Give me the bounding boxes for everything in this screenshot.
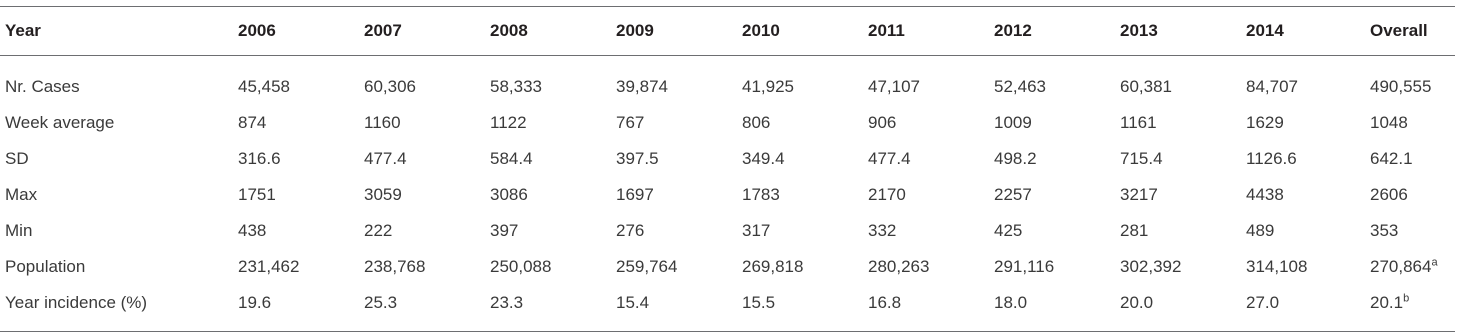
table-cell (611, 285, 737, 332)
cell-value: 281 (1120, 221, 1149, 240)
cell-value: 353 (1370, 221, 1399, 240)
table-cell (1365, 177, 1455, 213)
cell-value: 1697 (616, 185, 654, 204)
cell-value: 23.3 (490, 293, 524, 312)
table-cell (1241, 285, 1365, 332)
cell-value: 1160 (364, 113, 401, 132)
table-cell (1115, 56, 1241, 106)
cell-value: 489 (1246, 221, 1275, 240)
table-cell (737, 213, 863, 249)
table-row (0, 105, 1455, 141)
table-body (0, 56, 1455, 332)
table-cell (233, 177, 359, 213)
cell-value: 498.2 (994, 149, 1037, 168)
cell-value: 302,392 (1120, 257, 1182, 276)
table-cell (611, 249, 737, 285)
table-cell (611, 213, 737, 249)
table-cell (485, 285, 611, 332)
header-year: Year (5, 21, 41, 40)
table-cell (359, 177, 485, 213)
table-cell (863, 56, 989, 106)
cell-value: 20.0 (1120, 293, 1154, 312)
cell-value: 3059 (364, 185, 402, 204)
table-cell (359, 56, 485, 106)
cell-value: 317 (742, 221, 771, 240)
cell-value: 84,707 (1246, 77, 1298, 96)
table-cell (611, 105, 737, 141)
header-2012: 2012 (994, 21, 1032, 40)
cell-value: 39,874 (616, 77, 668, 96)
table-cell (737, 56, 863, 106)
cell-value: 52,463 (994, 77, 1046, 96)
cell-value: 276 (616, 221, 645, 240)
table-cell (611, 141, 737, 177)
table-cell (1365, 285, 1455, 332)
cell-value: 270,864 (1370, 257, 1432, 276)
cell-value: 45,458 (238, 77, 290, 96)
header-overall: Overall (1370, 21, 1428, 40)
cell-value: 314,108 (1246, 257, 1308, 276)
cell-value: 4438 (1246, 185, 1284, 204)
table-cell (989, 213, 1115, 249)
cell-value: 2170 (868, 185, 906, 204)
table-cell (737, 249, 863, 285)
table-cell (989, 141, 1115, 177)
header-2010: 2010 (742, 21, 780, 40)
cell-value: 250,088 (490, 257, 552, 276)
table-cell (359, 249, 485, 285)
cell-value: 906 (868, 113, 897, 132)
cell-value: 332 (868, 221, 897, 240)
row-label: Min (5, 221, 33, 240)
table-cell (863, 285, 989, 332)
table-cell (485, 249, 611, 285)
table-cell (863, 249, 989, 285)
cell-value: 1126.6 (1246, 149, 1297, 168)
table-cell (233, 285, 359, 332)
header-2008: 2008 (490, 21, 528, 40)
cell-value: 1009 (994, 113, 1032, 132)
table-cell (233, 213, 359, 249)
cell-value: 2257 (994, 185, 1032, 204)
table-cell (989, 249, 1115, 285)
row-label: Max (5, 185, 38, 204)
cell-value: 280,263 (868, 257, 930, 276)
table-row (0, 285, 1455, 332)
cell-value: 25.3 (364, 293, 398, 312)
header-2014: 2014 (1246, 21, 1284, 40)
yearly-cases-table (0, 6, 1455, 332)
table-cell (1115, 177, 1241, 213)
table-cell (485, 213, 611, 249)
cell-value: 15.4 (616, 293, 650, 312)
cell-value: 584.4 (490, 149, 533, 168)
cell-value: 259,764 (616, 257, 678, 276)
cell-value: 16.8 (868, 293, 902, 312)
cell-value: 3086 (490, 185, 528, 204)
table-row (0, 141, 1455, 177)
cell-value: 1161 (1120, 113, 1157, 132)
table-cell (1115, 285, 1241, 332)
cell-value: 425 (994, 221, 1023, 240)
table-cell (611, 177, 737, 213)
table-cell (1241, 56, 1365, 106)
cell-value: 316.6 (238, 149, 281, 168)
table-cell (737, 141, 863, 177)
table-row (0, 249, 1455, 285)
table-cell (1115, 213, 1241, 249)
cell-value: 60,306 (364, 77, 416, 96)
table-cell (1241, 177, 1365, 213)
cell-value: 19.6 (238, 293, 272, 312)
table-cell (1241, 249, 1365, 285)
cell-value: 3217 (1120, 185, 1158, 204)
row-label: Population (5, 257, 86, 276)
table-cell (989, 56, 1115, 106)
cell-value: 222 (364, 221, 393, 240)
cell-value: 806 (742, 113, 771, 132)
table-cell (1365, 249, 1455, 285)
table-cell (1115, 249, 1241, 285)
cell-value: 269,818 (742, 257, 804, 276)
cell-value: 1783 (742, 185, 780, 204)
table-header-row (0, 7, 1455, 56)
statistics-table-container (0, 6, 1455, 332)
header-2007: 2007 (364, 21, 402, 40)
table-cell (863, 105, 989, 141)
cell-value: 18.0 (994, 293, 1028, 312)
table-row (0, 177, 1455, 213)
footnote-marker: a (1431, 256, 1438, 269)
table-cell (233, 249, 359, 285)
cell-value: 1122 (490, 113, 527, 132)
cell-value: 1629 (1246, 113, 1284, 132)
table-cell (1241, 141, 1365, 177)
table-cell (485, 105, 611, 141)
header-2011: 2011 (868, 21, 905, 40)
table-cell (989, 285, 1115, 332)
footnote-marker: b (1403, 292, 1410, 305)
table-cell (359, 213, 485, 249)
cell-value: 231,462 (238, 257, 300, 276)
cell-value: 1751 (238, 185, 276, 204)
table-cell (1115, 141, 1241, 177)
row-label: SD (5, 149, 29, 168)
cell-value: 291,116 (994, 257, 1055, 276)
table-cell (1365, 56, 1455, 106)
table-cell (863, 213, 989, 249)
cell-value: 1048 (1370, 113, 1408, 132)
table-cell (1365, 141, 1455, 177)
row-label: Nr. Cases (5, 77, 80, 96)
cell-value: 767 (616, 113, 645, 132)
table-cell (359, 285, 485, 332)
table-cell (233, 56, 359, 106)
table-cell (1115, 105, 1241, 141)
table-cell (485, 56, 611, 106)
cell-value: 15.5 (742, 293, 776, 312)
table-cell (611, 56, 737, 106)
cell-value: 47,107 (868, 77, 920, 96)
cell-value: 27.0 (1246, 293, 1280, 312)
table-cell (359, 141, 485, 177)
cell-value: 642.1 (1370, 149, 1413, 168)
table-cell (863, 177, 989, 213)
table-cell (1241, 213, 1365, 249)
row-label: Year incidence (%) (5, 293, 148, 312)
cell-value: 20.1 (1370, 293, 1404, 312)
table-cell (233, 105, 359, 141)
row-label: Week average (5, 113, 115, 132)
table-cell (989, 177, 1115, 213)
cell-value: 490,555 (1370, 77, 1432, 96)
table-cell (737, 285, 863, 332)
table-cell (1365, 105, 1455, 141)
table-cell (1365, 213, 1455, 249)
cell-value: 41,925 (742, 77, 794, 96)
table-cell (863, 141, 989, 177)
cell-value: 397 (490, 221, 519, 240)
table-cell (233, 141, 359, 177)
cell-value: 874 (238, 113, 267, 132)
table-row (0, 213, 1455, 249)
cell-value: 58,333 (490, 77, 542, 96)
cell-value: 349.4 (742, 149, 785, 168)
table-cell (485, 177, 611, 213)
table-cell (1241, 105, 1365, 141)
cell-value: 477.4 (364, 149, 407, 168)
cell-value: 2606 (1370, 185, 1408, 204)
cell-value: 397.5 (616, 149, 659, 168)
table-row (0, 56, 1455, 106)
cell-value: 477.4 (868, 149, 911, 168)
cell-value: 438 (238, 221, 267, 240)
table-cell (737, 177, 863, 213)
header-2006: 2006 (238, 21, 276, 40)
header-2009: 2009 (616, 21, 654, 40)
header-2013: 2013 (1120, 21, 1158, 40)
table-cell (737, 105, 863, 141)
table-cell (989, 105, 1115, 141)
cell-value: 715.4 (1120, 149, 1163, 168)
table-cell (485, 141, 611, 177)
table-cell (359, 105, 485, 141)
cell-value: 238,768 (364, 257, 426, 276)
cell-value: 60,381 (1120, 77, 1172, 96)
